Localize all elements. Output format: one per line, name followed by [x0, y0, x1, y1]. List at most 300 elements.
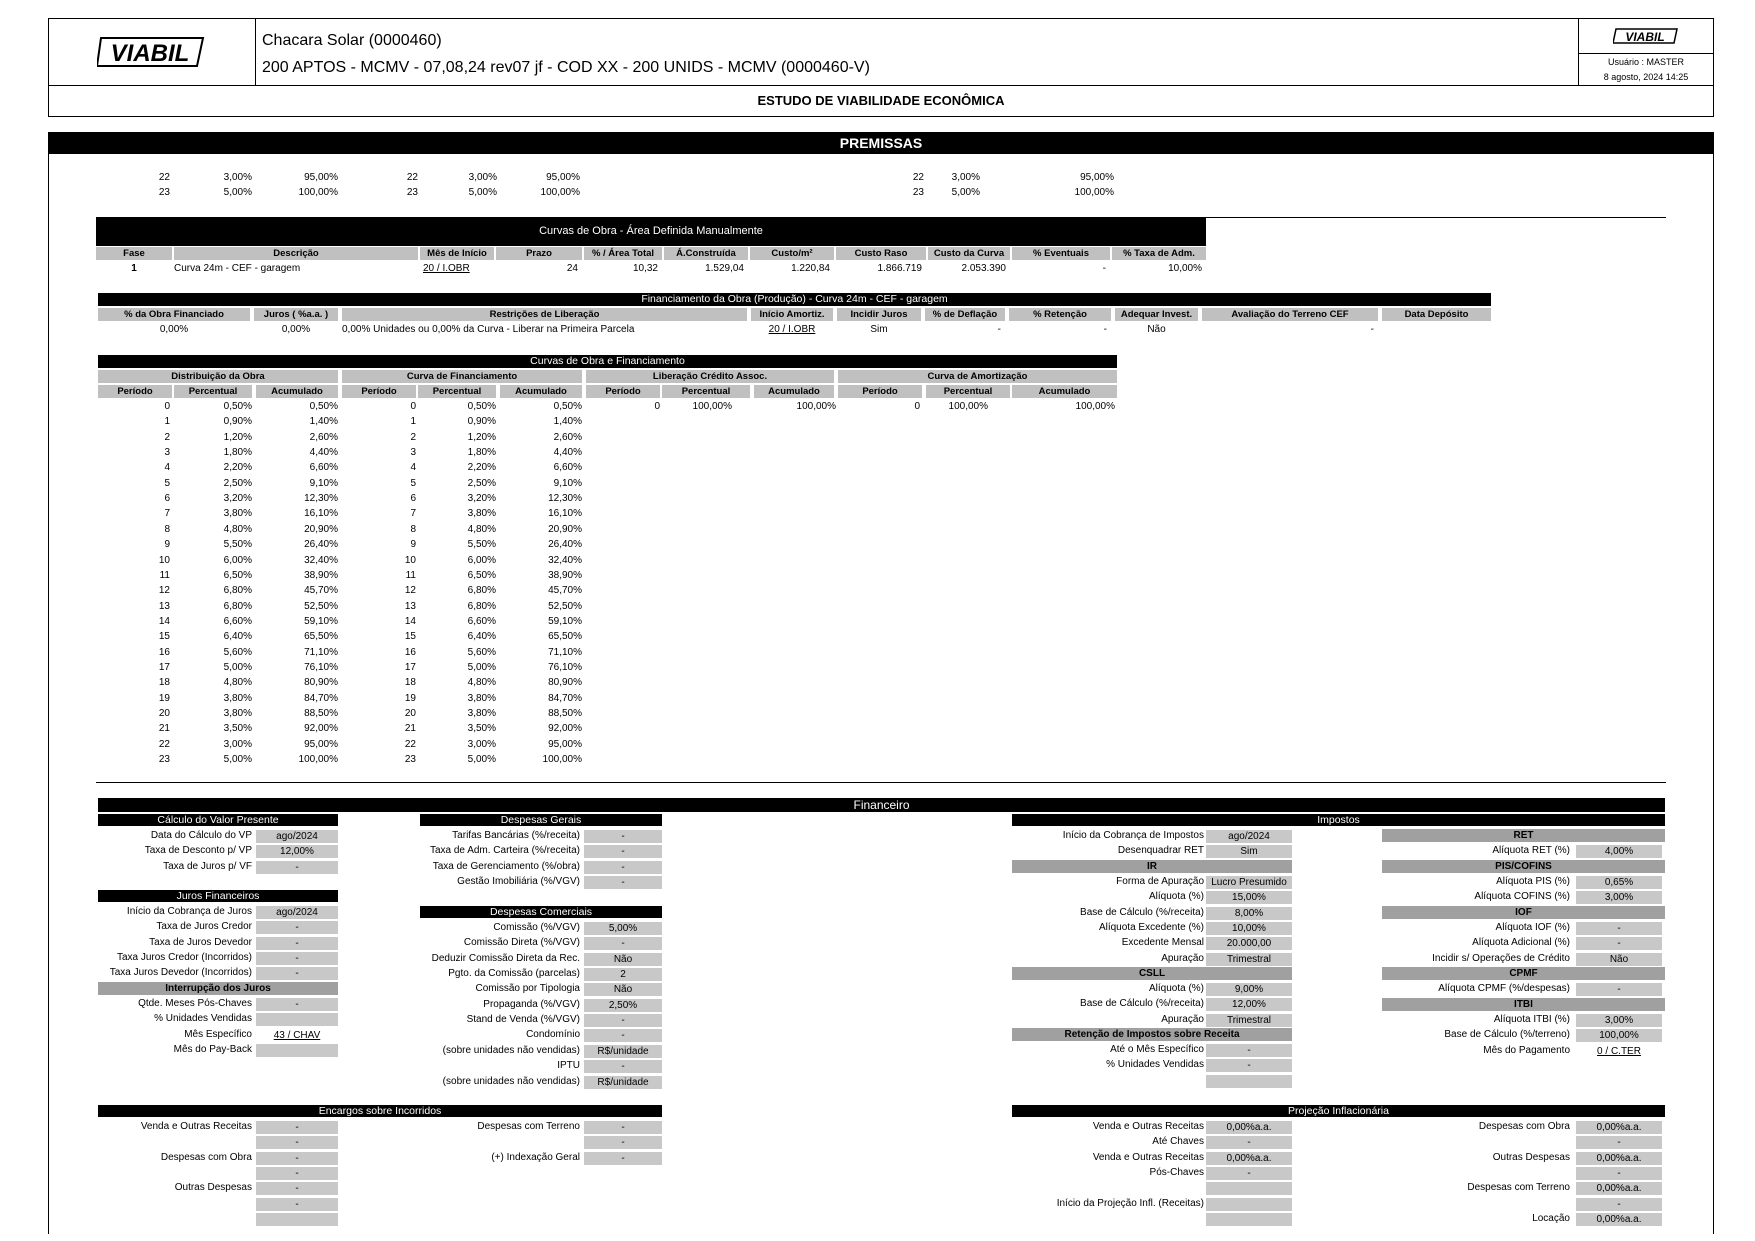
amort-percentual: 100,00% [948, 401, 988, 412]
interrupcao-label: Qtde. Meses Pós-Chaves [138, 998, 252, 1009]
fin-percentual: 1,80% [467, 447, 496, 459]
despesas-comerciais-value[interactable]: - [584, 1014, 662, 1027]
itbi-value[interactable]: 0 / C.TER [1597, 1045, 1641, 1057]
fin-percentual: 3,80% [467, 692, 496, 704]
fin-percentual: 0,50% [467, 401, 496, 412]
fin-acumulado: 4,40% [553, 447, 582, 459]
dist-percentual: 3,20% [223, 493, 252, 505]
premissas-cell: 3,00% [468, 172, 497, 183]
premissas-cell: 23 [158, 187, 170, 198]
dist-percentual: 6,80% [223, 600, 252, 612]
curvas-fin-group-header: Distribuição da Obra [98, 370, 338, 383]
projecao-right-value[interactable]: - [1576, 1167, 1662, 1180]
pis-label: Alíquota COFINS (%) [1474, 891, 1570, 903]
dist-acumulado: 38,90% [304, 569, 338, 581]
projecao-left-label: Venda e Outras Receitas [1092, 1121, 1204, 1132]
dist-percentual: 1,20% [223, 431, 252, 443]
fin-acumulado: 84,70% [548, 692, 582, 704]
dist-periodo: 12 [158, 585, 170, 597]
fin-periodo: 8 [410, 523, 416, 535]
curvas-fin-group-header: Liberação Crédito Assoc. [586, 370, 834, 383]
curvas-manual-header: Custo/m² [750, 247, 834, 260]
fin-percentual: 6,80% [467, 600, 496, 612]
curvas-fin-col-header: Percentual [174, 385, 252, 398]
dist-periodo: 8 [164, 523, 170, 535]
vp-value[interactable]: - [256, 861, 338, 874]
juros-value[interactable]: - [256, 967, 338, 980]
fin-acumulado: 2,60% [553, 431, 582, 443]
projecao-left-value[interactable]: - [1206, 1136, 1292, 1149]
cpmf-title: CPMF [1382, 967, 1665, 980]
csll-label: Base de Cálculo (%/receita) [1080, 998, 1204, 1010]
dist-percentual: 3,80% [223, 692, 252, 704]
projecao-right-value[interactable]: 0,00%a.a. [1576, 1213, 1662, 1226]
dist-percentual: 0,50% [223, 401, 252, 412]
fin-percentual: 6,00% [467, 554, 496, 566]
encargos-left-value[interactable]: - [256, 1167, 338, 1180]
fin-acumulado: 59,10% [548, 615, 582, 627]
curvas-fin-group-header: Curva de Amortização [838, 370, 1117, 383]
fin-acumulado: 100,00% [542, 754, 582, 766]
financeiro-title: Financeiro [98, 798, 1665, 812]
vp-label: Data do Cálculo do VP [150, 830, 252, 841]
amort-periodo: 0 [914, 401, 920, 412]
csll-label: Apuração [1161, 1013, 1204, 1025]
projecao-left-value[interactable] [1206, 1213, 1292, 1226]
dist-periodo: 15 [158, 631, 170, 643]
fin-percentual: 5,00% [467, 661, 496, 673]
dist-periodo: 22 [158, 738, 170, 750]
encargos-left-value[interactable] [256, 1213, 338, 1226]
juros-value[interactable]: - [256, 952, 338, 965]
projecao-right-value[interactable]: - [1576, 1198, 1662, 1211]
area-total-value: 10,32 [632, 263, 658, 274]
financiamento-header: Adequar Invest. [1115, 308, 1198, 321]
ir-label: Excedente Mensal [1121, 937, 1204, 949]
curvas-fin-group-header: Curva de Financiamento [342, 370, 582, 383]
financiamento-header: Incidir Juros [837, 308, 921, 321]
despesas-comerciais-value[interactable]: Não [584, 983, 662, 996]
premissas-band: PREMISSAS [48, 132, 1714, 154]
impostos-title: Impostos [1012, 814, 1665, 826]
iof-value[interactable]: Não [1576, 953, 1662, 966]
projecao-left-label: Até Chaves [1152, 1136, 1204, 1148]
header-title [256, 19, 1578, 85]
fin-periodo: 2 [410, 431, 416, 443]
dist-percentual: 5,00% [223, 754, 252, 766]
vp-value[interactable]: 12,00% [256, 845, 338, 858]
despesas-comerciais-value[interactable]: 5,00% [584, 922, 662, 935]
encargos-right-value[interactable]: - [584, 1136, 662, 1149]
fin-percentual: 3,80% [467, 508, 496, 520]
fin-periodo: 23 [404, 754, 416, 766]
project-description: 200 APTOS - MCMV - 07,08,24 rev07 jf - COD XX - 200 UNIDS - MCMV (0000460-V) [262, 59, 870, 76]
fin-periodo: 10 [404, 554, 416, 566]
svg-text:VIABIL: VIABIL [110, 40, 190, 67]
juros-label: Início da Cobrança de Juros [126, 906, 252, 917]
retencao-label: Até o Mês Específico [1110, 1044, 1204, 1055]
premissas-cell: 23 [406, 187, 418, 198]
fin-acumulado: 20,90% [548, 523, 582, 535]
iof-value[interactable]: - [1576, 922, 1662, 935]
curvas-fin-title: Curvas de Obra e Financiamento [98, 355, 1117, 368]
fin-acumulado: 45,70% [548, 585, 582, 597]
dist-periodo: 3 [164, 447, 170, 459]
despesas-comerciais-label: Stand de Venda (%/VGV) [466, 1014, 580, 1026]
despesas-comerciais-value[interactable]: - [584, 1060, 662, 1073]
lib-periodo: 0 [654, 401, 660, 412]
itbi-value[interactable]: 3,00% [1576, 1014, 1662, 1027]
fin-periodo: 14 [404, 615, 416, 627]
header-user-box [1578, 19, 1713, 85]
dist-acumulado: 4,40% [309, 447, 338, 459]
despesas-comerciais-value[interactable]: Não [584, 953, 662, 966]
projecao-right-value[interactable]: - [1576, 1136, 1662, 1149]
cpmf-value[interactable]: - [1576, 983, 1662, 996]
fin-periodo: 20 [404, 708, 416, 719]
dist-acumulado: 9,10% [309, 477, 338, 489]
itbi-label: Mês do Pagamento [1483, 1044, 1570, 1056]
curvas-fin-col-header: Período [586, 385, 660, 398]
ir-value[interactable]: Trimestral [1206, 953, 1292, 966]
premissas-cell: 22 [406, 172, 418, 183]
projecao-right-label: Despesas com Terreno [1467, 1182, 1570, 1194]
dist-periodo: 16 [158, 646, 170, 658]
projecao-right-label: Locação [1532, 1213, 1570, 1225]
fin-percentual: 6,50% [467, 569, 496, 581]
dist-percentual: 5,60% [223, 646, 252, 658]
dist-percentual: 6,60% [223, 615, 252, 627]
dist-acumulado: 16,10% [304, 508, 338, 520]
encargos-left-label: Outras Despesas [174, 1182, 252, 1194]
dist-periodo: 21 [158, 723, 170, 735]
dist-percentual: 1,80% [223, 447, 252, 459]
curvas-manual-header: % Eventuais [1012, 247, 1110, 260]
curvas-manual-header: Custo Raso [836, 247, 926, 260]
csll-value[interactable]: 9,00% [1206, 983, 1292, 996]
dist-percentual: 2,50% [223, 477, 252, 489]
descricao-value: Curva 24m - CEF - garagem [174, 263, 301, 274]
dist-periodo: 4 [164, 462, 170, 474]
encargos-right-value[interactable]: - [584, 1152, 662, 1165]
lib-acumulado: 100,00% [796, 401, 836, 412]
projecao-left-value[interactable]: 0,00%a.a. [1206, 1152, 1292, 1165]
interrupcao-value[interactable] [256, 1044, 338, 1057]
fin-periodo: 5 [410, 477, 416, 489]
encargos-left-value[interactable]: - [256, 1152, 338, 1165]
dist-periodo: 2 [164, 431, 170, 443]
retencao-value: - [1103, 324, 1107, 335]
dist-periodo: 0 [164, 401, 170, 412]
premissas-cell: 95,00% [304, 172, 338, 183]
dist-periodo: 5 [164, 477, 170, 489]
dist-periodo: 10 [158, 554, 170, 566]
despesas-comerciais-value[interactable]: R$/unidade [584, 1045, 662, 1058]
curvas-fin-col-header: Acumulado [1012, 385, 1117, 398]
despesas-gerais-value[interactable]: - [584, 830, 662, 843]
right-border [1713, 154, 1714, 1234]
csll-value[interactable]: Trimestral [1206, 1014, 1292, 1027]
interrupcao-label: Mês do Pay-Back [173, 1044, 252, 1056]
dist-acumulado: 80,90% [304, 677, 338, 689]
small-logo [1579, 19, 1713, 54]
ir-value[interactable]: Lucro Presumido [1206, 876, 1292, 889]
despesas-comerciais-value[interactable]: 2,50% [584, 999, 662, 1012]
curvas-fin-col-header: Período [342, 385, 416, 398]
financiamento-header: Data Depósito [1382, 308, 1491, 321]
viabil-small-logo-icon [1613, 27, 1679, 45]
curvas-manual-header: Mês de Início [420, 247, 494, 260]
ret-value[interactable]: 4,00% [1576, 845, 1662, 858]
despesas-comerciais-label: IPTU [557, 1060, 580, 1072]
despesas-gerais-value[interactable]: - [584, 876, 662, 889]
itbi-value[interactable]: 100,00% [1576, 1029, 1662, 1042]
ir-value[interactable]: 20.000,00 [1206, 937, 1292, 950]
projecao-left-value[interactable]: 0,00%a.a. [1206, 1121, 1292, 1134]
dist-periodo: 23 [158, 754, 170, 766]
left-border [48, 154, 49, 1234]
ir-value[interactable]: 15,00% [1206, 891, 1292, 904]
premissas-cell: 5,00% [468, 187, 497, 198]
fin-acumulado: 88,50% [548, 708, 582, 719]
fin-percentual: 2,50% [467, 477, 496, 489]
prazo-value: 24 [566, 263, 578, 274]
inicio-amortiz-link[interactable]: 20 / I.OBR [768, 324, 816, 335]
fin-periodo: 7 [410, 508, 416, 520]
fin-percentual: 6,40% [467, 631, 496, 643]
fin-periodo: 9 [410, 539, 416, 551]
projecao-right-value[interactable]: 0,00%a.a. [1576, 1121, 1662, 1134]
iof-value[interactable]: - [1576, 937, 1662, 950]
despesas-comerciais-label: Comissão (%/VGV) [493, 922, 580, 933]
dist-acumulado: 100,00% [298, 754, 338, 766]
pis-value[interactable]: 0,65% [1576, 876, 1662, 889]
dist-percentual: 6,00% [223, 554, 252, 566]
dist-periodo: 18 [158, 677, 170, 689]
fin-periodo: 1 [410, 416, 416, 428]
fin-acumulado: 95,00% [548, 738, 582, 750]
ir-value[interactable]: 8,00% [1206, 907, 1292, 920]
obra-financiado-value: 0,00% [159, 324, 189, 335]
despesas-comerciais-label: Condomínio [526, 1029, 580, 1041]
ir-title: IR [1012, 860, 1292, 873]
fin-periodo: 12 [404, 585, 416, 597]
interrupcao-value[interactable] [256, 1013, 338, 1026]
financiamento-header: % Retenção [1009, 308, 1111, 321]
fin-percentual: 2,20% [467, 462, 496, 474]
incidir-juros-value: Sim [870, 324, 888, 335]
fin-periodo: 3 [410, 447, 416, 459]
curvas-fin-col-header: Percentual [418, 385, 496, 398]
dist-percentual: 4,80% [223, 677, 252, 689]
dist-acumulado: 1,40% [309, 416, 338, 428]
csll-value[interactable]: 12,00% [1206, 998, 1292, 1011]
retencao-value[interactable]: - [1206, 1044, 1292, 1057]
curvas-manual-header: Prazo [496, 247, 582, 260]
dist-acumulado: 65,50% [304, 631, 338, 643]
premissas-cell: 5,00% [223, 187, 252, 198]
despesas-comerciais-label: Comissão Direta (%/VGV) [463, 937, 580, 949]
retencao-label: % Unidades Vendidas [1106, 1059, 1204, 1071]
despesas-comerciais-value[interactable]: - [584, 937, 662, 950]
projecao-right-label: Outras Despesas [1492, 1151, 1570, 1163]
fin-periodo: 21 [404, 723, 416, 735]
despesas-comerciais-title: Despesas Comerciais [420, 906, 662, 918]
juros-title: Juros Financeiros [98, 890, 338, 902]
taxa-adm-value: 10,00% [1168, 263, 1202, 274]
juros-label: Taxa Juros Devedor (Incorridos) [109, 967, 252, 979]
projecao-left-value[interactable] [1206, 1182, 1292, 1195]
fin-percentual: 3,80% [467, 708, 496, 719]
despesas-gerais-label: Taxa de Gerenciamento (%/obra) [432, 860, 580, 872]
premissas-cell: 5,00% [951, 187, 980, 198]
financiamento-header: Juros ( %a.a. ) [254, 308, 338, 321]
dist-acumulado: 84,70% [304, 692, 338, 704]
despesas-gerais-label: Tarifas Bancárias (%/receita) [452, 830, 580, 841]
interrupcao-value[interactable]: - [256, 998, 338, 1011]
fin-percentual: 4,80% [467, 523, 496, 535]
curvas-manual-title: Curvas de Obra - Área Definida Manualmente [96, 218, 1206, 246]
juros-value: 0,00% [281, 324, 311, 335]
premissas-cell: 23 [912, 187, 924, 198]
custo-m2-value: 1.220,84 [791, 263, 830, 274]
dist-percentual: 5,00% [223, 661, 252, 673]
juros-value[interactable]: ago/2024 [256, 906, 338, 919]
projecao-left-value[interactable] [1206, 1198, 1292, 1211]
encargos-right-value[interactable]: - [584, 1121, 662, 1134]
premissas-cell: 100,00% [540, 187, 580, 198]
vp-label: Taxa de Desconto p/ VP [144, 845, 252, 857]
premissas-cell: 22 [158, 172, 170, 183]
despesas-comerciais-label: Deduzir Comissão Direta da Rec. [431, 952, 580, 964]
fin-periodo: 13 [404, 600, 416, 612]
dist-periodo: 11 [159, 569, 170, 581]
curvas-fin-col-header: Percentual [926, 385, 1010, 398]
despesas-comerciais-label: (sobre unidades não vendidas) [442, 1075, 580, 1087]
dist-acumulado: 20,90% [304, 523, 338, 535]
dist-percentual: 6,40% [223, 631, 252, 643]
encargos-left-value[interactable]: - [256, 1136, 338, 1149]
fin-acumulado: 1,40% [553, 416, 582, 428]
curvas-manual-header: Descrição [174, 247, 418, 260]
dist-periodo: 20 [158, 708, 170, 719]
dist-acumulado: 0,50% [309, 401, 338, 412]
user-info [1579, 54, 1713, 85]
dist-acumulado: 26,40% [304, 539, 338, 551]
fin-periodo: 11 [405, 569, 416, 581]
interrupcao-value[interactable]: 43 / CHAV [273, 1029, 321, 1041]
curvas-manual-header: % Taxa de Adm. [1112, 247, 1206, 260]
mes-inicio-link[interactable]: 20 / I.OBR [423, 263, 470, 274]
pis-title: PIS/COFINS [1382, 860, 1665, 873]
impostos-value[interactable]: Sim [1206, 845, 1292, 858]
fin-acumulado: 71,10% [548, 646, 582, 658]
despesas-comerciais-value[interactable]: 2 [584, 968, 662, 981]
retencao-title: Retenção de Impostos sobre Receita [1012, 1028, 1292, 1041]
fin-acumulado: 0,50% [553, 401, 582, 412]
impostos-value[interactable]: ago/2024 [1206, 830, 1292, 843]
dist-percentual: 4,80% [223, 523, 252, 535]
despesas-comerciais-value[interactable]: - [584, 1029, 662, 1042]
ir-label: Alíquota Excedente (%) [1098, 922, 1204, 934]
despesas-comerciais-value[interactable]: R$/unidade [584, 1076, 662, 1089]
dist-percentual: 5,50% [223, 539, 252, 551]
despesas-gerais-value[interactable]: - [584, 861, 662, 874]
curvas-manual-header: Fase [96, 247, 172, 260]
dist-acumulado: 95,00% [304, 738, 338, 750]
projecao-left-value[interactable]: - [1206, 1167, 1292, 1180]
fin-percentual: 5,50% [467, 539, 496, 551]
fin-acumulado: 92,00% [548, 723, 582, 735]
dist-acumulado: 12,30% [304, 493, 338, 505]
financiamento-header: % da Obra Financiado [98, 308, 250, 321]
fin-acumulado: 16,10% [548, 508, 582, 520]
projecao-right-value[interactable]: 0,00%a.a. [1576, 1182, 1662, 1195]
cpmf-label: Alíquota CPMF (%/despesas) [1438, 983, 1570, 994]
ir-label: Forma de Apuração [1116, 876, 1204, 887]
fin-acumulado: 6,60% [553, 462, 582, 474]
despesas-gerais-value[interactable]: - [584, 845, 662, 858]
pis-value[interactable]: 3,00% [1576, 891, 1662, 904]
iof-label: Alíquota IOF (%) [1495, 922, 1570, 933]
projecao-left-label: Pós-Chaves [1149, 1167, 1204, 1179]
curvas-fin-col-header: Acumulado [754, 385, 834, 398]
encargos-left-label: Despesas com Obra [160, 1151, 252, 1163]
encargos-left-value[interactable]: - [256, 1182, 338, 1195]
financiamento-header: Restrições de Liberação [342, 308, 747, 321]
fin-periodo: 0 [410, 401, 416, 412]
curvas-manual-header: Custo da Curva [928, 247, 1010, 260]
ret-label: Alíquota RET (%) [1492, 845, 1570, 856]
projecao-right-value[interactable]: 0,00%a.a. [1576, 1152, 1662, 1165]
juros-value[interactable]: - [256, 921, 338, 934]
premissas-cell: 100,00% [298, 187, 338, 198]
dist-percentual: 0,90% [223, 416, 252, 428]
vp-value[interactable]: ago/2024 [256, 830, 338, 843]
dist-percentual: 3,00% [223, 738, 252, 750]
financiamento-header: Avaliação do Terreno CEF [1202, 308, 1378, 321]
ir-value[interactable]: 10,00% [1206, 922, 1292, 935]
retencao-value[interactable] [1206, 1075, 1292, 1088]
interrupcao-label: % Unidades Vendidas [154, 1013, 252, 1025]
csll-title: CSLL [1012, 967, 1292, 980]
itbi-label: Base de Cálculo (%/terreno) [1444, 1029, 1570, 1041]
premissas-cell: 22 [912, 172, 924, 183]
dist-percentual: 3,80% [223, 708, 252, 719]
fin-periodo: 17 [404, 661, 416, 673]
encargos-left-value[interactable]: - [256, 1198, 338, 1211]
fin-percentual: 3,50% [467, 723, 496, 735]
despesas-comerciais-label: Comissão por Tipologia [475, 983, 580, 995]
retencao-value[interactable]: - [1206, 1059, 1292, 1072]
report-header [48, 18, 1714, 117]
juros-value[interactable]: - [256, 937, 338, 950]
dist-periodo: 14 [158, 615, 170, 627]
dist-acumulado: 2,60% [309, 431, 338, 443]
avaliacao-value: - [1370, 324, 1374, 335]
fin-periodo: 4 [410, 462, 416, 474]
dist-periodo: 1 [164, 416, 170, 428]
despesas-gerais-title: Despesas Gerais [420, 814, 662, 826]
encargos-left-value[interactable]: - [256, 1121, 338, 1134]
ret-title: RET [1382, 829, 1665, 842]
eventuais-value: - [1102, 263, 1106, 274]
fin-percentual: 5,60% [467, 646, 496, 658]
projecao-left-label: Venda e Outras Receitas [1092, 1151, 1204, 1163]
header-top [49, 19, 1713, 86]
dist-periodo: 19 [158, 692, 170, 704]
csll-label: Alíquota (%) [1148, 983, 1204, 994]
